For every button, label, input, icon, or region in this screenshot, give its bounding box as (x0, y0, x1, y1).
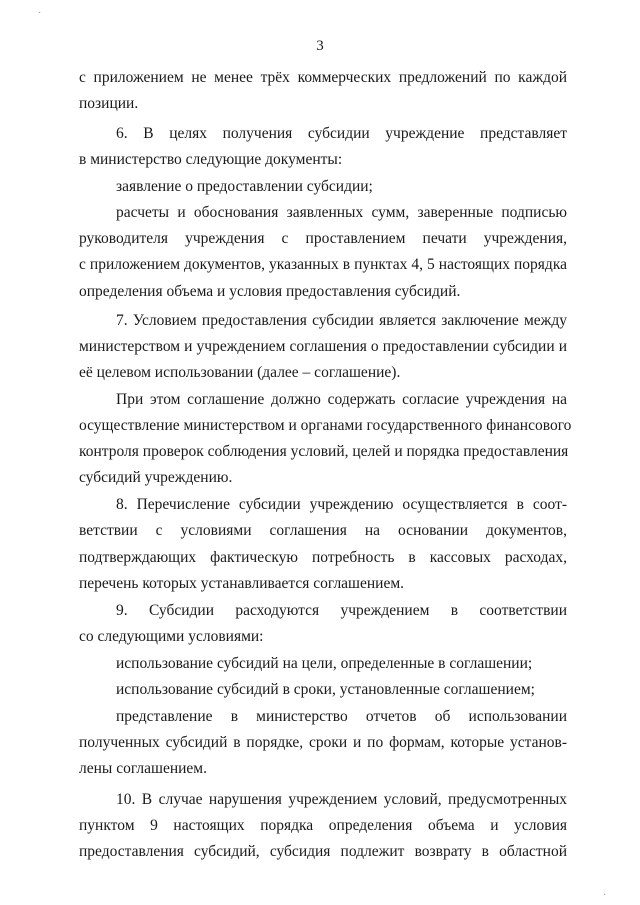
text-line: определения объема и условия предоставления субсидий. (79, 283, 461, 300)
paragraph-9-start: 9. Субсидии расходуются учреждением в соответствии (116, 602, 567, 619)
text-line: ветствии с условиями соглашения на основании документов, (79, 522, 567, 539)
scan-mark: · (603, 890, 607, 901)
paragraph-7-start: 7. Условием предоставления субсидии является заключение между (116, 312, 567, 329)
text-line: расчеты и обоснования заявленных сумм, заверенные подписью (116, 204, 567, 221)
text-line: пунктом 9 настоящих порядка определения объема и условия (79, 817, 567, 834)
text-line: субсидий учреждению. (79, 469, 233, 486)
text-line: с приложением не менее трёх коммерческих предложений по каждой (79, 69, 567, 86)
text-line: использование субсидий на цели, определенные в соглашении; (116, 655, 533, 672)
paragraph-6-start: 6. В целях получения субсидии учреждение представляет (116, 125, 567, 142)
paragraph-8-start: 8. Перечисление субсидии учреждению осуществляется в соот- (116, 496, 567, 513)
text-line: со следующими условиями: (79, 628, 264, 645)
text-line: её целевом использовании (далее – соглашение). (79, 364, 401, 381)
text-line: полученных субсидий в порядке, сроки и по формам, которые установ- (79, 734, 567, 751)
scan-mark: · (38, 8, 42, 19)
text-line: позиции. (79, 95, 139, 112)
text-line: с приложением документов, указанных в пунктах 4, 5 настоящих порядка (79, 256, 567, 273)
text-line: руководителя учреждения с проставлением печати учреждения, (79, 230, 567, 247)
text-line: использование субсидий в сроки, установленные соглашением; (116, 681, 535, 698)
text-line: в министерство следующие документы: (79, 151, 343, 168)
text-line: представление в министерство отчетов об использовании (116, 708, 567, 725)
text-line: При этом соглашение должно содержать согласие учреждения на (116, 391, 567, 408)
text-line: перечень которых устанавливается соглашением. (79, 575, 405, 592)
text-line: министерством и учреждением соглашения о предоставлении субсидии и (79, 338, 567, 355)
text-line: лены соглашением. (79, 760, 207, 777)
text-line: подтверждающих фактическую потребность в кассовых расходах, (79, 549, 567, 566)
text-line: контроля проверок соблюдения условий, целей и порядка предоставления (79, 443, 569, 460)
text-line: предоставления субсидий, субсидия подлежит возврату в областной (79, 843, 567, 860)
text-line: заявление о предоставлении субсидии; (116, 178, 373, 195)
text-line: осуществление министерством и органами государственного финансового (79, 417, 572, 434)
paragraph-10-start: 10. В случае нарушения учреждением условий, предусмотренных (116, 791, 567, 808)
page-number: 3 (316, 38, 324, 54)
